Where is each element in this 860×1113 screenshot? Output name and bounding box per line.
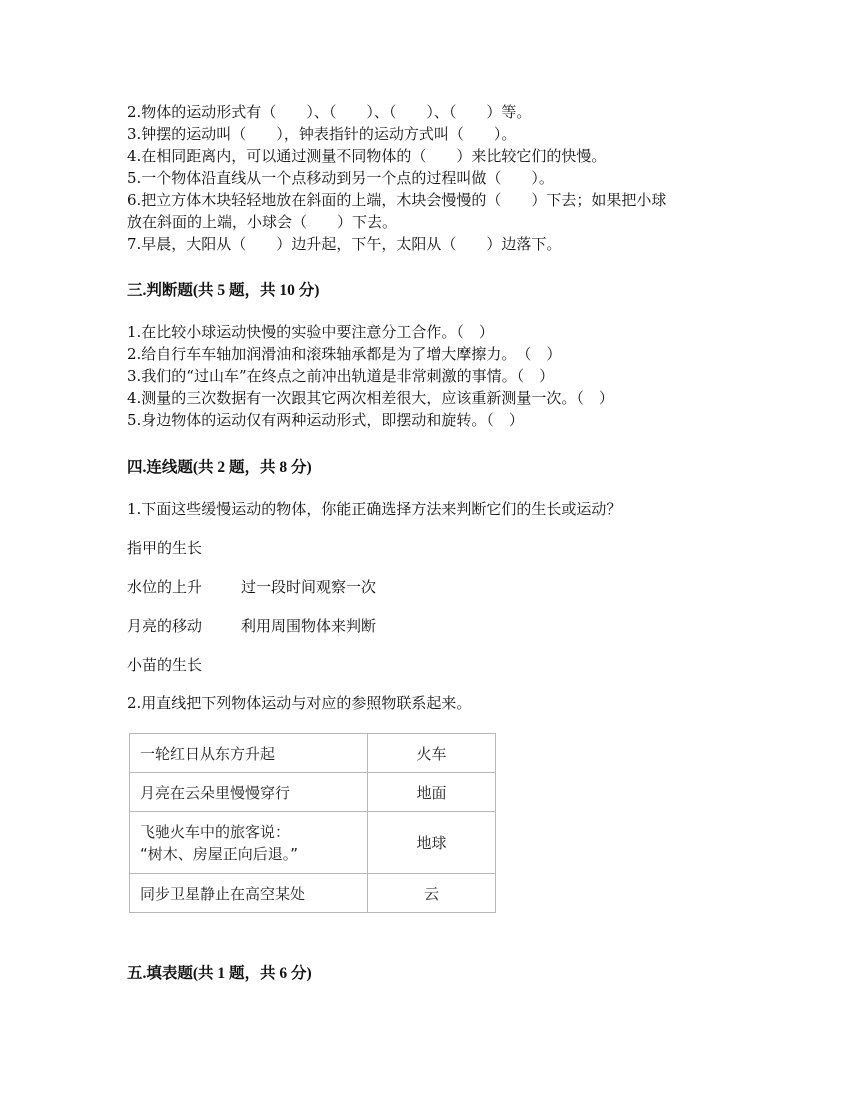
section3-title: 三.判断题(共 5 题，共 10 分)	[127, 282, 320, 299]
table-row	[130, 812, 496, 874]
table-cell-line: “树木、房屋正向后退。”	[140, 844, 299, 863]
match-q1-prompt: 1.下面这些缓慢运动的物体，你能正确选择方法来判断它们的生长或运动？	[127, 500, 622, 518]
table-cell-motion: 一轮红日从东方升起	[130, 734, 368, 773]
fill-blank-q5: 5.一个物体沿直线从一个点移动到另一个点的过程叫做（ ）。	[127, 169, 554, 187]
match-right-item: 过一段时间观察一次	[241, 578, 377, 596]
table-cell-motion: 月亮在云朵里慢慢穿行	[130, 773, 368, 812]
table-cell-reference: 地球	[368, 812, 496, 874]
section5-title: 五.填表题(共 1 题，共 6 分)	[127, 965, 312, 982]
match-left-item: 水位的上升	[127, 578, 203, 596]
match-q2-prompt: 2.用直线把下列物体运动与对应的参照物联系起来。	[127, 694, 472, 712]
fill-blank-q6-cont: 放在斜面的上端，小球会（ ）下去。	[127, 213, 398, 231]
fill-blank-q6: 6.把立方体木块轻轻地放在斜面的上端，木块会慢慢的（ ）下去；如果把小球	[127, 191, 667, 209]
fill-blank-q3: 3.钟摆的运动叫（ ），钟表指针的运动方式叫（ ）。	[127, 125, 517, 143]
fill-blank-q7: 7.早晨，大阳从（ ）边升起，下午，太阳从（ ）边落下。	[127, 235, 562, 253]
match-left-item: 指甲的生长	[127, 539, 203, 557]
match-left-item: 小苗的生长	[127, 656, 203, 674]
match-left-item: 月亮的移动	[127, 617, 203, 635]
table-cell-reference: 火车	[368, 734, 496, 773]
judge-q5: 5.身边物体的运动仅有两种运动形式，即摆动和旋转。（ ）	[127, 411, 524, 429]
fill-blank-q4: 4.在相同距离内，可以通过测量不同物体的（ ）来比较它们的快慢。	[127, 147, 607, 165]
table-row	[130, 773, 496, 812]
table-cell-reference: 地面	[368, 773, 496, 812]
table-cell-reference: 云	[368, 874, 496, 913]
table-row	[130, 734, 496, 773]
judge-q4: 4.测量的三次数据有一次跟其它两次相差很大，应该重新测量一次。（ ）	[127, 389, 614, 407]
reference-table	[129, 733, 496, 913]
judge-q1: 1.在比较小球运动快慢的实验中要注意分工合作。（ ）	[127, 323, 494, 341]
table-cell-motion: 同步卫星静止在高空某处	[130, 874, 368, 913]
judge-q2: 2.给自行车车轴加润滑油和滚珠轴承都是为了增大摩擦力。 （ ）	[127, 345, 562, 363]
fill-blank-q2: 2.物体的运动形式有（ ）、（ ）、（ ）、（ ）等。	[127, 103, 532, 121]
table-row	[130, 874, 496, 913]
match-right-item: 利用周围物体来判断	[241, 617, 377, 635]
judge-q3: 3.我们的“过山车”在终点之前冲出轨道是非常刺激的事情。（ ）	[127, 367, 555, 385]
table-cell-motion	[130, 812, 368, 874]
table-cell-line: 飞驰火车中的旅客说：	[140, 822, 291, 841]
section4-title: 四.连线题(共 2 题，共 8 分)	[127, 459, 312, 476]
